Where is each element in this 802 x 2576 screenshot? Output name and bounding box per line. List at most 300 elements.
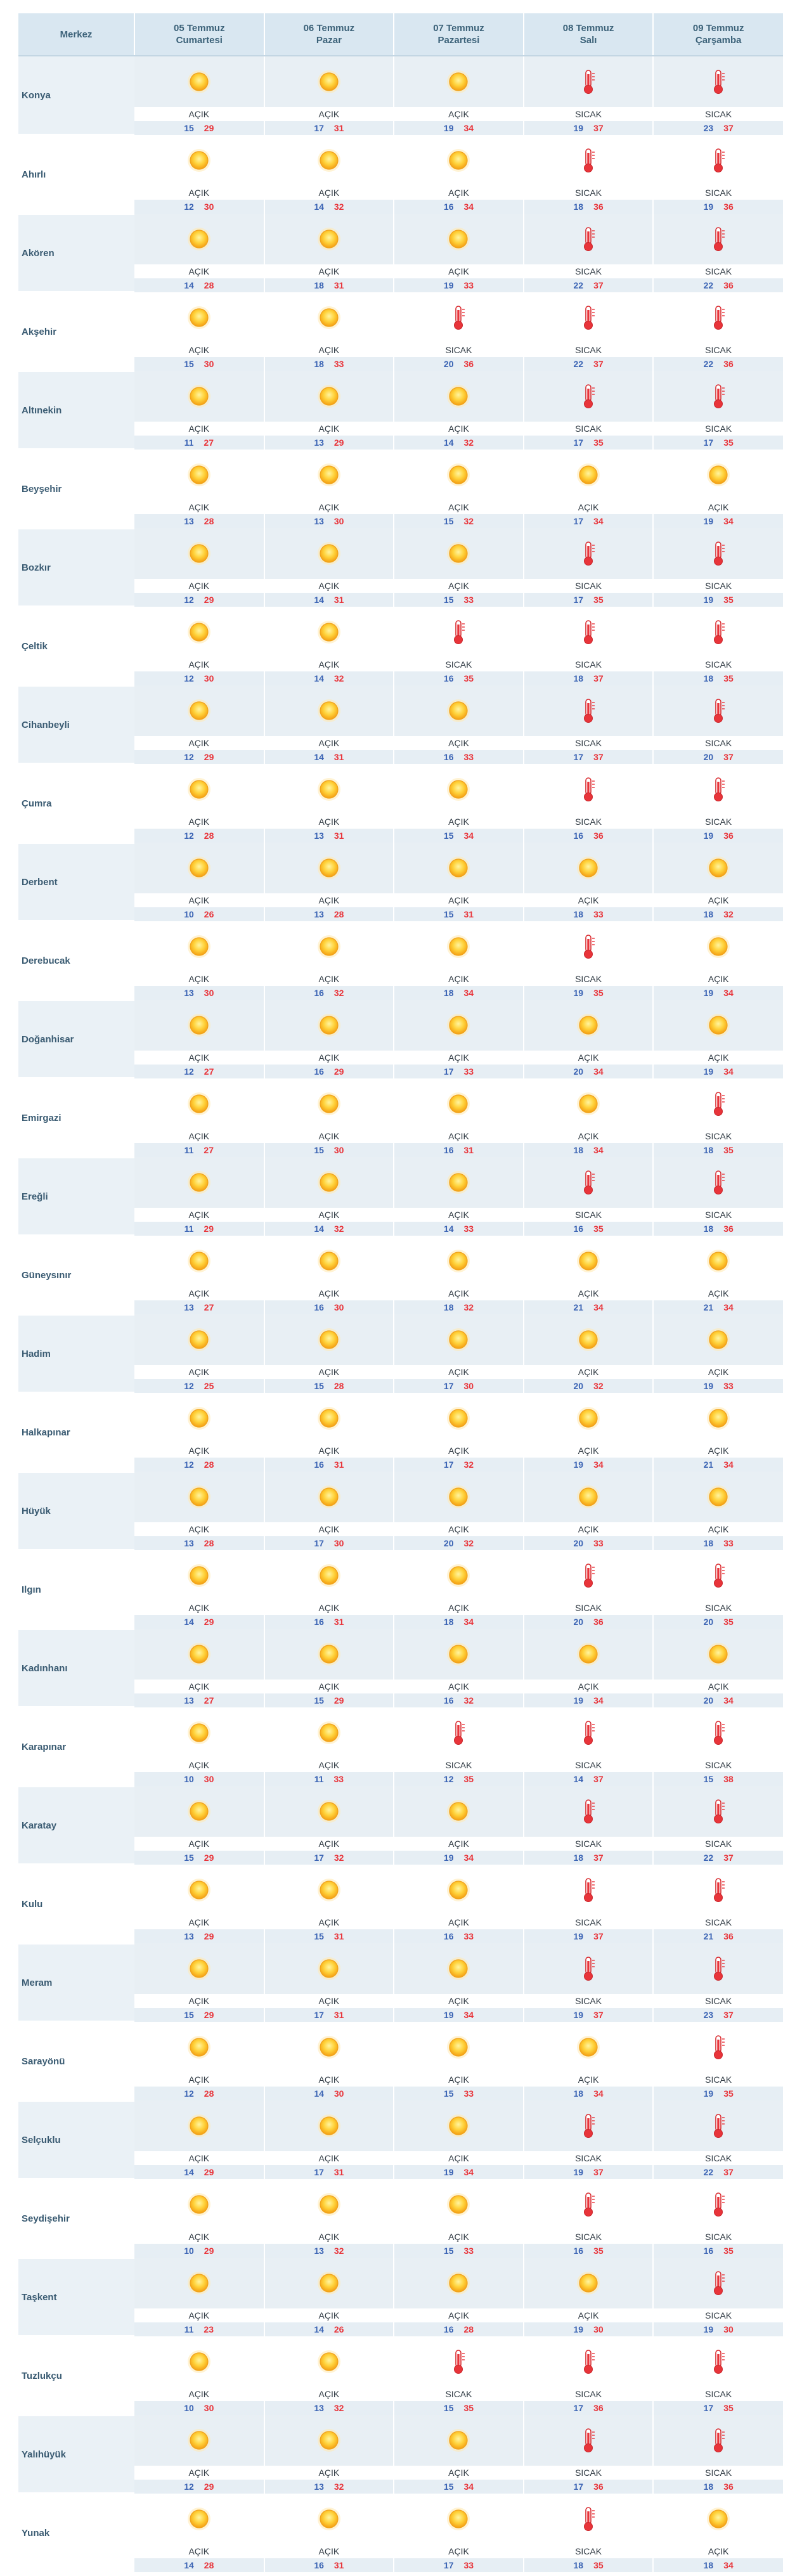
- temperature-cell: [394, 1615, 524, 1629]
- temperature-cell: [524, 1379, 654, 1393]
- max-temp: 35: [723, 595, 734, 605]
- temperature-cell: [524, 1851, 654, 1865]
- sun-icon: [315, 1247, 343, 1275]
- sun-icon: [704, 1483, 732, 1511]
- condition-label: SICAK: [524, 2151, 654, 2165]
- condition-label: AÇIK: [394, 579, 524, 593]
- sun-icon: [185, 1640, 213, 1668]
- max-temp: 35: [723, 437, 734, 448]
- temperature-cell: [134, 2008, 264, 2022]
- max-temp: 35: [593, 2246, 604, 2256]
- thermometer-icon: [574, 775, 602, 803]
- min-temp: 19: [443, 1853, 454, 1863]
- temperature-cell: [394, 1536, 524, 1550]
- thermometer-icon: [574, 1955, 602, 1983]
- max-temp: 33: [463, 280, 474, 290]
- condition-label: SICAK: [524, 972, 654, 986]
- station-row: [18, 371, 783, 422]
- temperature-cell: [134, 671, 264, 685]
- max-temp: 32: [593, 1381, 604, 1391]
- sun-icon: [315, 2191, 343, 2218]
- sun-icon: [185, 2348, 213, 2376]
- sun-icon: [315, 1404, 343, 1432]
- weather-icon-cell: [134, 1000, 264, 1051]
- min-temp: 18: [573, 1853, 584, 1863]
- condition-label: AÇIK: [134, 107, 264, 121]
- max-temp: 33: [333, 359, 344, 369]
- condition-label: AÇIK: [394, 1051, 524, 1065]
- condition-label: SICAK: [653, 1129, 783, 1143]
- weather-icon-cell: [264, 1472, 394, 1522]
- temperature-cell: [524, 357, 654, 371]
- max-temp: 36: [723, 2482, 734, 2492]
- temperature-cell: [134, 907, 264, 921]
- weather-icon-cell: [653, 1236, 783, 1286]
- min-temp: 16: [443, 752, 454, 762]
- min-temp: 16: [314, 1460, 324, 1470]
- condition-label: AÇIK: [134, 1680, 264, 1693]
- max-temp: 35: [593, 988, 604, 998]
- max-temp: 30: [204, 988, 214, 998]
- min-temp: 19: [703, 2088, 714, 2099]
- max-temp: 34: [463, 2010, 474, 2020]
- min-temp: 11: [184, 1224, 194, 1234]
- max-temp: 29: [333, 1695, 344, 1705]
- sun-icon: [185, 146, 213, 174]
- min-temp: 15: [314, 1145, 324, 1155]
- weather-icon-cell: [394, 1707, 524, 1758]
- max-temp: 28: [204, 831, 214, 841]
- sun-icon: [574, 1326, 602, 1354]
- condition-label: AÇIK: [264, 2151, 394, 2165]
- min-temp: 14: [314, 752, 324, 762]
- temperature-cell: [524, 1458, 654, 1472]
- min-temp: 19: [573, 2010, 584, 2020]
- temperature-cell: [653, 2008, 783, 2022]
- weather-icon-cell: [524, 450, 654, 500]
- min-temp: 21: [703, 1460, 714, 1470]
- sun-icon: [444, 1640, 472, 1668]
- max-temp: 32: [333, 1853, 344, 1863]
- sun-icon: [315, 697, 343, 725]
- max-temp: 37: [593, 1931, 604, 1941]
- condition-label: SICAK: [653, 815, 783, 829]
- max-temp: 29: [204, 2010, 214, 2020]
- condition-label: AÇIK: [134, 972, 264, 986]
- condition-label: AÇIK: [134, 343, 264, 357]
- temperature-cell: [264, 278, 394, 292]
- weather-icon-cell: [524, 292, 654, 343]
- max-temp: 33: [463, 1066, 474, 1077]
- weather-icon-cell: [653, 921, 783, 972]
- temperature-cell: [134, 1615, 264, 1629]
- min-temp: 18: [703, 1538, 714, 1548]
- condition-label: SICAK: [394, 657, 524, 671]
- weather-icon-cell: [524, 528, 654, 579]
- sun-icon: [185, 304, 213, 332]
- day-date: 05 Temmuz: [174, 23, 225, 34]
- station-name: Kulu: [18, 1865, 134, 1943]
- max-temp: 37: [723, 752, 734, 762]
- max-temp: 37: [593, 359, 604, 369]
- condition-label: AÇIK: [134, 1365, 264, 1379]
- condition-label: AÇIK: [653, 500, 783, 514]
- weather-icon-cell: [653, 1943, 783, 1994]
- weather-icon-cell: [264, 1078, 394, 1129]
- condition-label: AÇIK: [264, 815, 394, 829]
- weather-icon-cell: [653, 2415, 783, 2466]
- condition-label: AÇIK: [134, 186, 264, 200]
- sun-icon: [574, 1090, 602, 1118]
- sun-icon: [704, 1326, 732, 1354]
- max-temp: 32: [723, 909, 734, 919]
- sun-icon: [185, 1483, 213, 1511]
- weather-icon-cell: [134, 2415, 264, 2466]
- min-temp: 16: [573, 831, 584, 841]
- max-temp: 33: [463, 2088, 474, 2099]
- condition-label: AÇIK: [524, 1680, 654, 1693]
- sun-icon: [185, 2112, 213, 2140]
- condition-label: AÇIK: [264, 2466, 394, 2480]
- min-temp: 14: [314, 2324, 324, 2334]
- max-temp: 34: [593, 1066, 604, 1077]
- thermometer-icon: [444, 1719, 472, 1747]
- day-column-header: [394, 13, 524, 56]
- temperature-cell: [264, 1615, 394, 1629]
- temperature-cell: [394, 1929, 524, 1943]
- condition-label: AÇIK: [264, 107, 394, 121]
- weather-icon-cell: [264, 2494, 394, 2544]
- station-row: [18, 1314, 783, 1365]
- temperature-cell: [134, 1851, 264, 1865]
- max-temp: 34: [723, 516, 734, 526]
- temperature-cell: [653, 2087, 783, 2100]
- station-row: [18, 2415, 783, 2466]
- weather-icon-cell: [653, 1865, 783, 1915]
- min-temp: 11: [184, 437, 194, 448]
- condition-label: AÇIK: [524, 1365, 654, 1379]
- weather-icon-cell: [264, 685, 394, 736]
- station-row: [18, 2179, 783, 2230]
- sun-icon: [315, 854, 343, 882]
- max-temp: 28: [204, 1460, 214, 1470]
- max-temp: 31: [463, 1145, 474, 1155]
- max-temp: 32: [333, 1224, 344, 1234]
- condition-label: AÇIK: [394, 893, 524, 907]
- condition-label: AÇIK: [134, 815, 264, 829]
- condition-label: AÇIK: [134, 2387, 264, 2401]
- weather-icon-cell: [524, 1157, 654, 1208]
- max-temp: 33: [463, 2560, 474, 2570]
- min-temp: 15: [443, 831, 454, 841]
- temperature-cell: [653, 829, 783, 843]
- weather-icon-cell: [134, 1157, 264, 1208]
- max-temp: 36: [723, 1931, 734, 1941]
- max-temp: 34: [463, 831, 474, 841]
- thermometer-icon: [574, 68, 602, 96]
- weather-icon-cell: [524, 214, 654, 264]
- temperature-cell: [653, 1222, 783, 1236]
- thermometer-icon: [704, 2426, 732, 2454]
- condition-label: SICAK: [524, 579, 654, 593]
- sun-icon: [315, 1090, 343, 1118]
- sun-icon: [444, 2033, 472, 2061]
- sun-icon: [704, 933, 732, 961]
- min-temp: 18: [703, 2560, 714, 2570]
- sun-icon: [185, 933, 213, 961]
- condition-label: SICAK: [394, 343, 524, 357]
- weather-icon-cell: [394, 1550, 524, 1601]
- station-name: Ereğli: [18, 1157, 134, 1236]
- condition-label: AÇIK: [653, 972, 783, 986]
- min-temp: 19: [573, 1931, 584, 1941]
- weather-icon-cell: [653, 843, 783, 893]
- condition-label: AÇIK: [524, 2073, 654, 2087]
- condition-label: AÇIK: [653, 2544, 783, 2558]
- thermometer-icon: [704, 540, 732, 567]
- temperature-cell: [134, 2401, 264, 2415]
- condition-label: AÇIK: [264, 2544, 394, 2558]
- min-temp: 12: [184, 202, 194, 212]
- max-temp: 32: [333, 988, 344, 998]
- max-temp: 29: [204, 123, 214, 133]
- temperature-cell: [264, 1222, 394, 1236]
- weather-icon-cell: [264, 764, 394, 815]
- temperature-cell: [524, 986, 654, 1000]
- condition-label: AÇIK: [134, 422, 264, 436]
- min-temp: 19: [443, 280, 454, 290]
- temperature-cell: [394, 907, 524, 921]
- condition-label: SICAK: [524, 186, 654, 200]
- min-temp: 13: [314, 909, 324, 919]
- station-row: [18, 1707, 783, 1758]
- max-temp: 34: [463, 2167, 474, 2177]
- station-name: Kadınhanı: [18, 1629, 134, 1707]
- max-temp: 34: [723, 1302, 734, 1312]
- temperature-cell: [394, 2008, 524, 2022]
- station-name: Akören: [18, 214, 134, 292]
- weather-icon-cell: [264, 1157, 394, 1208]
- condition-label: AÇIK: [264, 736, 394, 750]
- condition-label: AÇIK: [134, 2466, 264, 2480]
- weather-icon-cell: [653, 1550, 783, 1601]
- temperature-cell: [394, 593, 524, 607]
- station-row: [18, 1786, 783, 1837]
- min-temp: 14: [443, 1224, 454, 1234]
- min-temp: 17: [573, 595, 584, 605]
- station-name: Karapınar: [18, 1707, 134, 1786]
- condition-label: AÇIK: [394, 1601, 524, 1615]
- temperature-cell: [134, 986, 264, 1000]
- station-row: [18, 921, 783, 972]
- temperature-cell: [524, 750, 654, 764]
- condition-label: AÇIK: [524, 1051, 654, 1065]
- temperature-cell: [134, 2087, 264, 2100]
- temperature-cell: [394, 1065, 524, 1078]
- weather-icon-cell: [134, 450, 264, 500]
- sun-icon: [444, 2191, 472, 2218]
- temperature-cell: [653, 514, 783, 528]
- temperature-cell: [394, 2480, 524, 2494]
- max-temp: 29: [333, 437, 344, 448]
- min-temp: 12: [184, 1460, 194, 1470]
- max-temp: 36: [723, 831, 734, 841]
- max-temp: 29: [204, 1931, 214, 1941]
- station-name: Tuzlukçu: [18, 2336, 134, 2415]
- temperature-cell: [134, 514, 264, 528]
- condition-label: AÇIK: [524, 1286, 654, 1300]
- station-name: Sarayönü: [18, 2022, 134, 2100]
- condition-label: AÇIK: [134, 1444, 264, 1458]
- station-name: Çumra: [18, 764, 134, 843]
- thermometer-icon: [574, 2348, 602, 2376]
- weather-icon-cell: [653, 292, 783, 343]
- temperature-cell: [264, 2480, 394, 2494]
- temperature-cell: [134, 829, 264, 843]
- min-temp: 17: [314, 2167, 324, 2177]
- min-temp: 19: [573, 2324, 584, 2334]
- condition-label: AÇIK: [134, 1286, 264, 1300]
- max-temp: 27: [204, 1145, 214, 1155]
- max-temp: 34: [463, 123, 474, 133]
- sun-icon: [315, 1719, 343, 1747]
- max-temp: 30: [204, 2403, 214, 2413]
- min-temp: 13: [184, 516, 194, 526]
- temperature-cell: [653, 2165, 783, 2179]
- max-temp: 34: [723, 1460, 734, 1470]
- condition-label: AÇIK: [524, 1444, 654, 1458]
- max-temp: 33: [593, 909, 604, 919]
- condition-label: SICAK: [524, 1994, 654, 2008]
- temperature-cell: [524, 1300, 654, 1314]
- day-weekday: Cumartesi: [176, 35, 223, 46]
- thermometer-icon: [444, 304, 472, 332]
- thermometer-icon: [704, 382, 732, 410]
- min-temp: 12: [184, 595, 194, 605]
- condition-label: AÇIK: [394, 186, 524, 200]
- min-temp: 19: [703, 516, 714, 526]
- temperature-cell: [134, 593, 264, 607]
- condition-label: SICAK: [394, 2387, 524, 2401]
- max-temp: 34: [723, 2560, 734, 2570]
- max-temp: 32: [333, 202, 344, 212]
- min-temp: 20: [573, 1381, 584, 1391]
- min-temp: 18: [703, 673, 714, 683]
- max-temp: 31: [333, 831, 344, 841]
- min-temp: 12: [184, 1381, 194, 1391]
- min-temp: 12: [184, 752, 194, 762]
- min-temp: 13: [314, 437, 324, 448]
- temperature-cell: [264, 121, 394, 135]
- weather-icon-cell: [524, 2494, 654, 2544]
- temperature-cell: [653, 2558, 783, 2572]
- weather-icon-cell: [134, 1236, 264, 1286]
- weather-icon-cell: [264, 214, 394, 264]
- min-temp: 14: [184, 2560, 194, 2570]
- weather-icon-cell: [264, 1629, 394, 1680]
- weather-icon-cell: [524, 1865, 654, 1915]
- temperature-cell: [264, 2401, 394, 2415]
- thermometer-icon: [704, 146, 732, 174]
- min-temp: 18: [443, 988, 454, 998]
- weather-icon-cell: [134, 2258, 264, 2308]
- min-temp: 14: [314, 1224, 324, 1234]
- sun-icon: [315, 382, 343, 410]
- condition-label: SICAK: [653, 264, 783, 278]
- temperature-cell: [524, 1536, 654, 1550]
- min-temp: 18: [703, 1145, 714, 1155]
- thermometer-icon: [574, 1719, 602, 1747]
- min-temp: 13: [184, 1538, 194, 1548]
- thermometer-icon: [574, 1876, 602, 1904]
- max-temp: 33: [723, 1381, 734, 1391]
- condition-label: SICAK: [653, 422, 783, 436]
- weather-icon-cell: [394, 450, 524, 500]
- station-row: [18, 1157, 783, 1208]
- sun-icon: [704, 2505, 732, 2533]
- min-temp: 16: [703, 2246, 714, 2256]
- station-row: [18, 450, 783, 500]
- weather-icon-cell: [653, 1000, 783, 1051]
- weather-icon-cell: [394, 2336, 524, 2387]
- condition-label: AÇIK: [394, 2308, 524, 2322]
- max-temp: 31: [333, 1617, 344, 1627]
- min-temp: 14: [443, 437, 454, 448]
- weather-icon-cell: [134, 2022, 264, 2073]
- max-temp: 31: [333, 752, 344, 762]
- min-temp: 15: [184, 123, 194, 133]
- station-row: [18, 56, 783, 107]
- weather-icon-cell: [653, 1707, 783, 1758]
- station-row: [18, 2494, 783, 2544]
- weather-icon-cell: [524, 1472, 654, 1522]
- sun-icon: [444, 1326, 472, 1354]
- condition-label: AÇIK: [394, 2466, 524, 2480]
- station-row: [18, 1393, 783, 1444]
- station-name: Çeltik: [18, 607, 134, 685]
- condition-label: SICAK: [653, 1601, 783, 1615]
- min-temp: 15: [443, 2482, 454, 2492]
- day-column-header: [524, 13, 654, 56]
- max-temp: 37: [593, 752, 604, 762]
- temperature-cell: [134, 2322, 264, 2336]
- temperature-cell: [524, 1693, 654, 1707]
- thermometer-icon: [704, 225, 732, 253]
- thermometer-icon: [704, 2033, 732, 2061]
- min-temp: 10: [184, 909, 194, 919]
- max-temp: 33: [333, 1774, 344, 1784]
- day-weekday: Pazartesi: [437, 35, 480, 46]
- condition-label: AÇIK: [264, 1286, 394, 1300]
- sun-icon: [315, 146, 343, 174]
- temperature-cell: [134, 1536, 264, 1550]
- sun-icon: [185, 225, 213, 253]
- min-temp: 15: [314, 1931, 324, 1941]
- min-temp: 16: [573, 1224, 584, 1234]
- temperature-cell: [394, 2558, 524, 2572]
- weather-icon-cell: [264, 2179, 394, 2230]
- day-weekday: Çarşamba: [695, 35, 742, 46]
- station-row: [18, 1236, 783, 1286]
- sun-icon: [185, 854, 213, 882]
- temperature-cell: [653, 1615, 783, 1629]
- min-temp: 16: [573, 2246, 584, 2256]
- condition-label: AÇIK: [134, 1522, 264, 1536]
- min-temp: 17: [573, 2403, 584, 2413]
- station-name: Derebucak: [18, 921, 134, 1000]
- max-temp: 29: [204, 752, 214, 762]
- temperature-cell: [134, 2558, 264, 2572]
